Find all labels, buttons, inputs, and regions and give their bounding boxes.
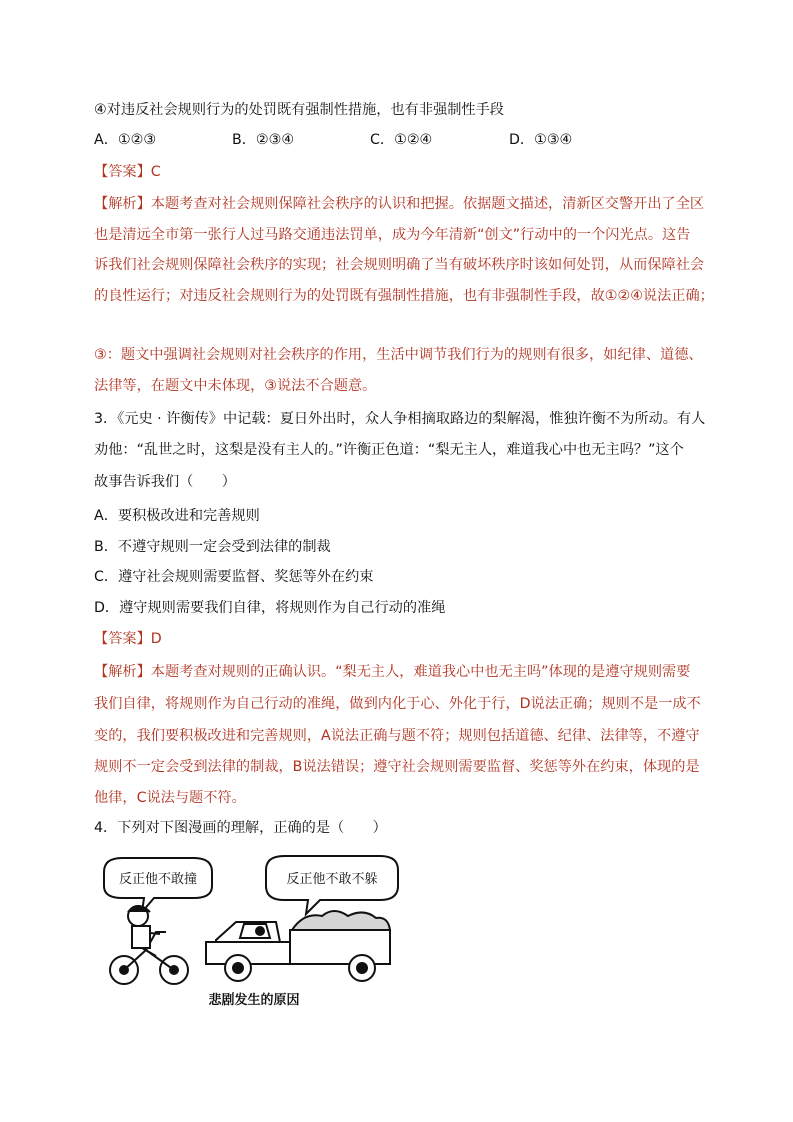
item-4-text: ④对违反社会规则行为的处罚既有强制性措施，也有非强制性手段: [94, 102, 504, 118]
q3-analysis-line-2: 我们自律，将规则作为自己行动的准绳，做到内化于心、外化于行，D说法正确；规则不是一成不: [94, 696, 701, 712]
cyclist-figure: [110, 906, 188, 984]
speech-bubble-left: [104, 858, 212, 912]
q2-analysis-line-6: 法律等，在题文中未体现，③说法不合题意。: [94, 378, 377, 394]
q3-answer-label: 【答案】: [94, 631, 151, 647]
cartoon-illustration: [94, 852, 414, 1012]
bubble-right-text: 反正他不敢不躲: [286, 872, 378, 887]
q2-answer-value: C: [150, 164, 161, 180]
q3-analysis-label: 【解析】: [94, 664, 151, 680]
choice-d: D．①③④: [509, 132, 573, 148]
truck-figure: [206, 911, 390, 981]
q3-analysis-line-1: [94, 662, 690, 682]
cartoon-caption: 悲剧发生的原因: [208, 993, 300, 1008]
speech-bubble-right: [266, 856, 398, 914]
q3-option-a: A．要积极改进和完善规则: [94, 508, 260, 524]
q3-stem-line-1: 3．《元史 · 许衡传》中记载：夏日外出时，众人争相摘取路边的梨解渴，惟独许衡不为所动。有人: [94, 411, 706, 427]
q3-stem-line-3: 故事告诉我们（ ）: [94, 474, 236, 490]
q2-analysis-line-4: 的良性运行；对违反社会规则行为的处罚既有强制性措施，也有非强制性手段，故①②④说法正确；: [94, 288, 714, 304]
q3-answer: [94, 629, 162, 649]
choice-b: B．②③④: [232, 132, 295, 148]
choice-a: A．①②③: [94, 132, 157, 148]
q3-analysis-line-5: 他律，C说法与题不符。: [94, 790, 246, 806]
q3-stem-line-2: 劝他：“乱世之时，这梨是没有主人的。”许衡正色道：“梨无主人，难道我心中也无主吗？”这个: [94, 442, 684, 458]
q2-answer-label: 【答案】: [94, 164, 151, 180]
q2-answer: [94, 162, 161, 182]
q3-answer-value: D: [150, 631, 162, 647]
q2-analysis-line-2: 也是清远全市第一张行人过马路交通违法罚单，成为今年清新“创文”行动中的一个闪光点。这告: [94, 227, 691, 243]
q3-analysis-line-3: 变的，我们要积极改进和完善规则，A说法正确与题不符；规则包括道德、纪律、法律等，不遵守: [94, 728, 700, 744]
choice-c: C．①②④: [370, 132, 433, 148]
q4-stem: 4．下列对下图漫画的理解，正确的是（ ）: [94, 820, 387, 836]
q2-analysis-text-1: 本题考查对社会规则保障社会秩序的认识和把握。依据题文描述，清新区交警开出了全区: [150, 196, 705, 212]
q3-option-b: B．不遵守规则一定会受到法律的制裁: [94, 539, 331, 555]
q3-option-d: D．遵守规则需要我们自律，将规则作为自己行动的准绳: [94, 600, 446, 616]
q2-analysis-label: 【解析】: [94, 196, 151, 212]
q2-analysis-line-1: [94, 194, 704, 214]
q3-analysis-line-4: 规则不一定会受到法律的制裁，B说法错误；遵守社会规则需要监督、奖惩等外在约束，体现的是: [94, 759, 700, 775]
q3-analysis-text-1: 本题考查对规则的正确认识。“梨无主人，难道我心中也无主吗”体现的是遵守规则需要: [150, 664, 691, 680]
q2-analysis-line-5: ③：题文中强调社会规则对社会秩序的作用，生活中调节我们行为的规则有很多，如纪律、道德、: [94, 347, 703, 363]
q3-option-c: C．遵守社会规则需要监督、奖惩等外在约束: [94, 569, 374, 585]
q2-analysis-line-3: 诉我们社会规则保障社会秩序的实现；社会规则明确了当有破坏秩序时该如何处罚，从而保障社会: [94, 257, 705, 273]
bubble-left-text: 反正他不敢撞: [118, 872, 198, 887]
